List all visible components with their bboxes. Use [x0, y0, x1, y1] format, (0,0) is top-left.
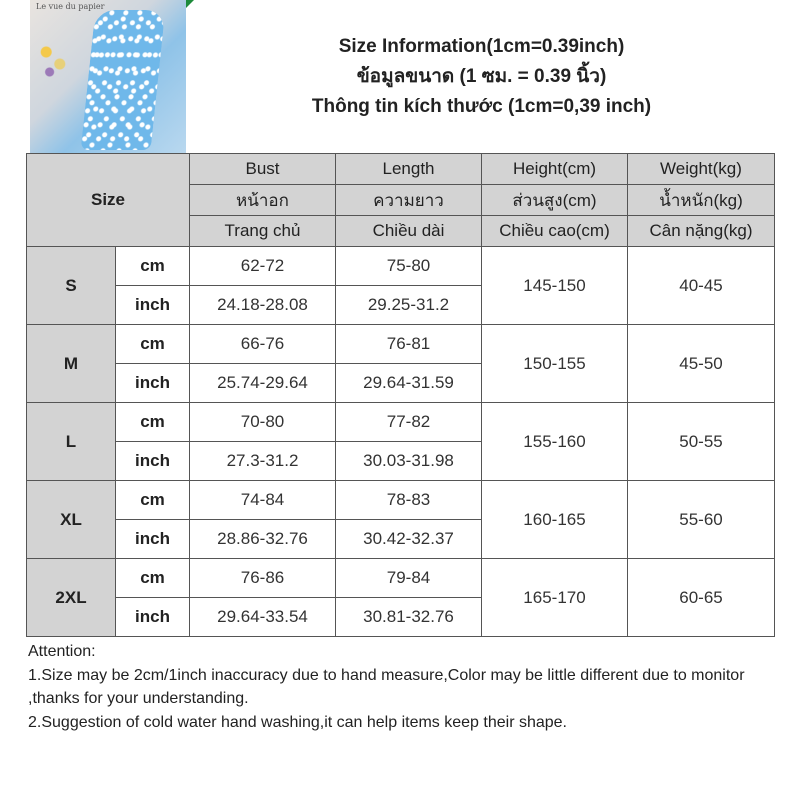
size-column-header: Size	[27, 154, 190, 247]
table-row	[27, 325, 775, 364]
unit-cm: cm	[116, 559, 190, 598]
unit-cm: cm	[116, 325, 190, 364]
weight-value: 40-45	[628, 247, 775, 325]
height-value: 145-150	[482, 247, 628, 325]
length-inch-value: 30.42-32.37	[336, 520, 482, 559]
flowers-decoration	[36, 40, 70, 80]
height-value: 150-155	[482, 325, 628, 403]
unit-inch: inch	[116, 364, 190, 403]
bust-cm-value: 66-76	[190, 325, 336, 364]
table-row	[27, 247, 775, 286]
size-table	[26, 153, 775, 637]
bust-cm-value: 62-72	[190, 247, 336, 286]
unit-inch: inch	[116, 286, 190, 325]
length-header-en: Length	[336, 154, 482, 185]
size-label: 2XL	[27, 559, 116, 637]
height-header-th: ส่วนสูง(cm)	[482, 185, 628, 216]
length-inch-value: 29.64-31.59	[336, 364, 482, 403]
header-row-english	[27, 154, 775, 185]
length-cm-value: 79-84	[336, 559, 482, 598]
height-value: 155-160	[482, 403, 628, 481]
bust-cm-value: 74-84	[190, 481, 336, 520]
length-inch-value: 30.81-32.76	[336, 598, 482, 637]
bust-inch-value: 28.86-32.76	[190, 520, 336, 559]
length-cm-value: 77-82	[336, 403, 482, 442]
height-value: 160-165	[482, 481, 628, 559]
weight-value: 55-60	[628, 481, 775, 559]
weight-value: 45-50	[628, 325, 775, 403]
table-row	[27, 559, 775, 598]
bust-header-vi: Trang chủ	[190, 216, 336, 247]
length-inch-value: 30.03-31.98	[336, 442, 482, 481]
dress-image	[81, 10, 166, 150]
unit-cm: cm	[116, 403, 190, 442]
unit-cm: cm	[116, 247, 190, 286]
bust-header-th: หน้าอก	[190, 185, 336, 216]
product-photo	[30, 0, 186, 153]
bust-inch-value: 29.64-33.54	[190, 598, 336, 637]
notes-heading: Attention:	[28, 643, 96, 660]
size-label: S	[27, 247, 116, 325]
length-header-th: ความยาว	[336, 185, 482, 216]
title-english: Size Information(1cm=0.39inch)	[338, 35, 625, 57]
table-row	[27, 481, 775, 520]
bust-cm-value: 76-86	[190, 559, 336, 598]
height-header-vi: Chiều cao(cm)	[482, 216, 628, 247]
weight-header-en: Weight(kg)	[628, 154, 775, 185]
title-vietnamese: Thông tin kích thước (1cm=0,39 inch)	[311, 95, 652, 117]
weight-header-th: น้ำหนัก(kg)	[628, 185, 775, 216]
weight-value: 60-65	[628, 559, 775, 637]
length-inch-value: 29.25-31.2	[336, 286, 482, 325]
size-label: L	[27, 403, 116, 481]
note-line-1: 1.Size may be 2cm/1inch inaccuracy due to hand measure,Color may be little different due to monitor ,thanks for your understanding.	[28, 666, 745, 707]
length-cm-value: 76-81	[336, 325, 482, 364]
unit-inch: inch	[116, 442, 190, 481]
title-thai: ข้อมูลขนาด (1 ซม. = 0.39 นิ้ว)	[356, 65, 607, 87]
height-value: 165-170	[482, 559, 628, 637]
length-cm-value: 75-80	[336, 247, 482, 286]
length-cm-value: 78-83	[336, 481, 482, 520]
attention-notes	[26, 637, 774, 800]
weight-value: 50-55	[628, 403, 775, 481]
height-header-en: Height(cm)	[482, 154, 628, 185]
size-label: M	[27, 325, 116, 403]
table-row	[27, 403, 775, 442]
unit-cm: cm	[116, 481, 190, 520]
bust-inch-value: 24.18-28.08	[190, 286, 336, 325]
bust-inch-value: 27.3-31.2	[190, 442, 336, 481]
bust-cm-value: 70-80	[190, 403, 336, 442]
title-block	[189, 0, 774, 153]
note-line-2: 2.Suggestion of cold water hand washing,it can help items keep their shape.	[28, 713, 567, 731]
size-chart	[26, 0, 774, 800]
photo-caption: Le vue du papier	[36, 2, 105, 11]
weight-header-vi: Cân nặng(kg)	[628, 216, 775, 247]
size-label: XL	[27, 481, 116, 559]
bust-inch-value: 25.74-29.64	[190, 364, 336, 403]
length-header-vi: Chiều dài	[336, 216, 482, 247]
unit-inch: inch	[116, 520, 190, 559]
header	[26, 0, 774, 154]
unit-inch: inch	[116, 598, 190, 637]
bust-header-en: Bust	[190, 154, 336, 185]
